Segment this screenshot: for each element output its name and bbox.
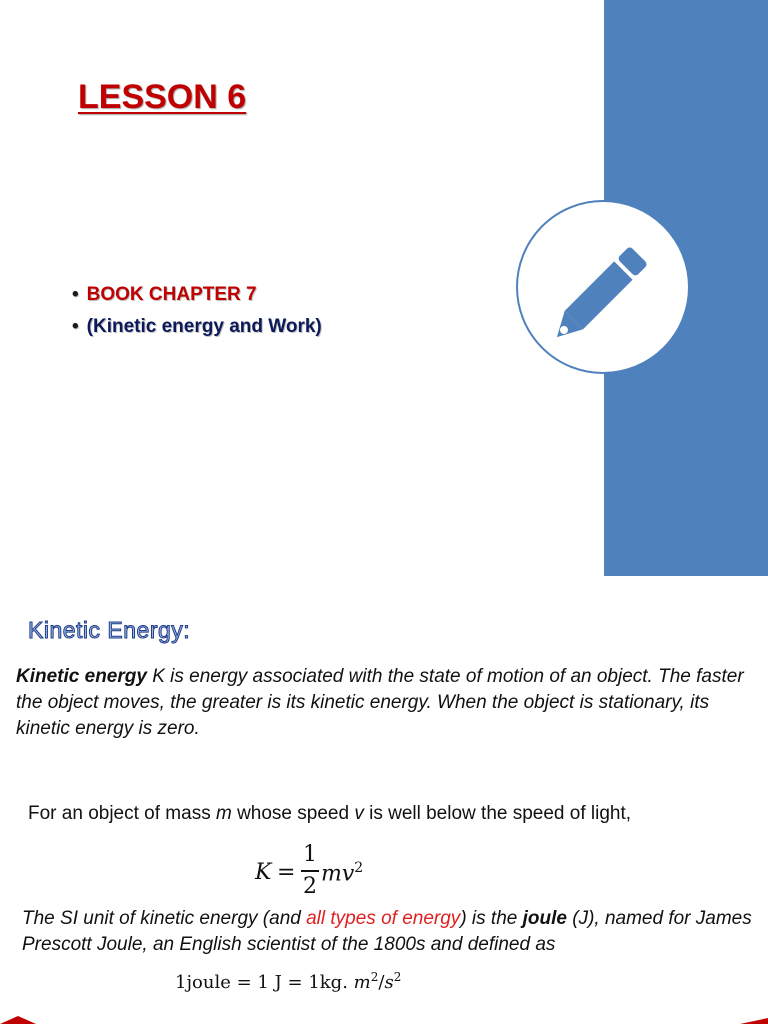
bullet-item-topic: [72, 311, 322, 343]
section-heading: Kinetic Energy:: [28, 617, 191, 643]
si-text-2: ) is the: [460, 908, 523, 929]
joule-formula-text: 1joule = 1 J = 1kg.: [175, 972, 354, 993]
fraction-denominator: 2: [303, 873, 317, 899]
mass-text-1: For an object of mass: [28, 803, 216, 824]
joule-sep: /: [378, 972, 385, 993]
definition-paragraph: [16, 664, 756, 742]
bullet-dot: •: [72, 316, 79, 337]
lesson-title: LESSON 6: [78, 78, 247, 116]
joule-definition-formula: [175, 970, 401, 993]
si-highlight: all types of energy: [306, 908, 461, 929]
fraction-numerator: 1: [303, 842, 317, 867]
formula-equals: =: [277, 860, 296, 885]
pencil-circle: [516, 200, 690, 374]
si-text-1: The SI unit of kinetic energy (and: [22, 908, 307, 929]
bullet-dot: •: [72, 284, 79, 305]
mass-symbol: m: [215, 803, 232, 824]
mass-text-2: whose speed: [231, 803, 355, 824]
pencil-icon: [518, 202, 692, 376]
formula-fraction: [301, 842, 319, 900]
fraction-bar: [301, 870, 319, 872]
bottom-accent: [0, 1016, 768, 1024]
definition-term: Kinetic energy: [16, 666, 147, 687]
joule-s-exp: 2: [393, 970, 402, 984]
definition-text: K is energy associated with the state of motion of an object. The faster the object moves, the greater is its kinetic energy. When the object is stationary, its kinetic energy is zero.: [16, 666, 744, 739]
bullet-text: BOOK CHAPTER 7: [86, 284, 257, 305]
speed-symbol: v: [354, 803, 364, 824]
bullet-item-chapter: [72, 279, 322, 311]
joule-m: m: [353, 972, 371, 993]
joule-s: s: [384, 972, 394, 993]
chapter-bullets: [72, 279, 322, 343]
formula-exponent: 2: [354, 860, 364, 876]
si-text-3: (J), named for James Prescott Joule, an English scientist of the 1800s and defined as: [22, 908, 752, 955]
formula-lhs: K: [255, 860, 272, 885]
mass-text-3: is well below the speed of light,: [363, 803, 632, 824]
si-unit-paragraph: [22, 906, 752, 958]
formula-mv: mv: [321, 861, 355, 887]
bullet-text: (Kinetic energy and Work): [86, 316, 322, 337]
si-joule: joule: [522, 908, 567, 929]
formula-rhs: [321, 860, 363, 886]
mass-sentence: [28, 803, 631, 825]
joule-m-exp: 2: [370, 970, 379, 984]
